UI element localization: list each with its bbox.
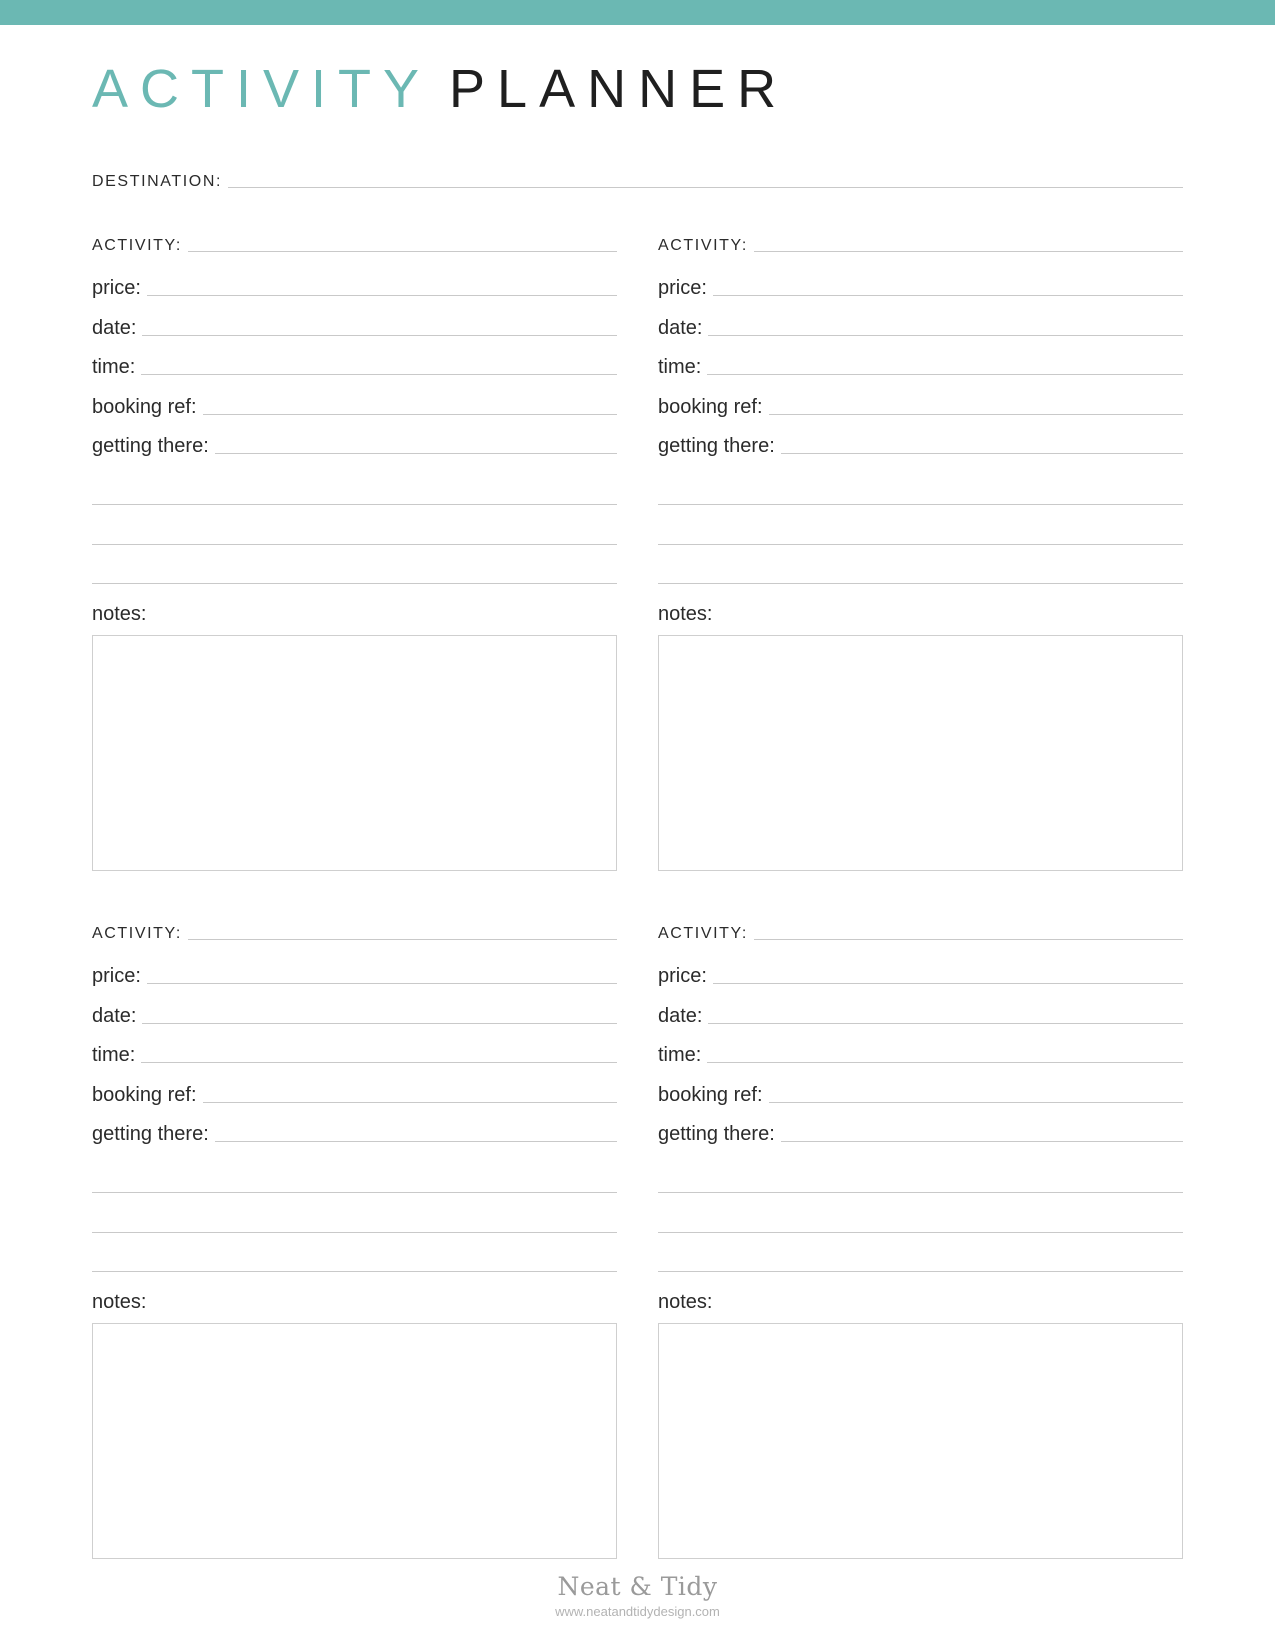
brand-url: www.neatandtidydesign.com: [555, 1604, 720, 1619]
booking-ref-row: [658, 1085, 1183, 1105]
getting-there-extra-line[interactable]: [658, 1232, 1183, 1233]
notes-label: notes:: [92, 1291, 147, 1313]
title-word-planner: PLANNER: [449, 59, 789, 119]
time-field[interactable]: [707, 1062, 1183, 1063]
booking-ref-row: [92, 397, 617, 417]
price-row: [92, 966, 617, 986]
getting-there-label: getting there:: [658, 1123, 775, 1145]
getting-there-field[interactable]: [781, 453, 1183, 454]
getting-there-row: [92, 1124, 617, 1144]
getting-there-extra-line[interactable]: [658, 544, 1183, 545]
getting-there-row: [92, 436, 617, 456]
notes-box[interactable]: [92, 635, 617, 871]
booking-ref-row: [92, 1085, 617, 1105]
price-row: [658, 278, 1183, 298]
activity-field[interactable]: [754, 251, 1183, 252]
price-label: price:: [658, 965, 707, 987]
getting-there-field[interactable]: [215, 1141, 617, 1142]
price-label: price:: [92, 965, 141, 987]
activity-row: [658, 238, 1183, 254]
date-row: [658, 318, 1183, 338]
price-field[interactable]: [147, 295, 617, 296]
getting-there-label: getting there:: [658, 435, 775, 457]
activity-label: ACTIVITY:: [658, 237, 748, 254]
notes-label: notes:: [92, 603, 147, 625]
activity-field[interactable]: [188, 251, 617, 252]
getting-there-extra-line[interactable]: [92, 583, 617, 584]
activity-row: [92, 238, 617, 254]
getting-there-extra-line[interactable]: [92, 544, 617, 545]
booking-ref-field[interactable]: [769, 1102, 1183, 1103]
date-label: date:: [92, 317, 137, 339]
date-field[interactable]: [142, 335, 617, 336]
time-row: [92, 1045, 617, 1065]
getting-there-row: [658, 436, 1183, 456]
date-label: date:: [658, 317, 703, 339]
booking-ref-label: booking ref:: [658, 396, 763, 418]
getting-there-label: getting there:: [92, 435, 209, 457]
activity-label: ACTIVITY:: [92, 237, 182, 254]
time-field[interactable]: [141, 374, 617, 375]
booking-ref-label: booking ref:: [92, 1084, 197, 1106]
activity-label: ACTIVITY:: [92, 925, 182, 942]
date-field[interactable]: [142, 1023, 617, 1024]
destination-row: [92, 174, 1183, 190]
time-label: time:: [92, 1044, 136, 1066]
getting-there-extra-line[interactable]: [92, 1271, 617, 1272]
time-field[interactable]: [707, 374, 1183, 375]
getting-there-extra-line[interactable]: [658, 583, 1183, 584]
booking-ref-label: booking ref:: [92, 396, 197, 418]
time-field[interactable]: [141, 1062, 617, 1063]
time-row: [92, 357, 617, 377]
date-label: date:: [658, 1005, 703, 1027]
getting-there-extra-line[interactable]: [92, 1192, 617, 1193]
getting-there-field[interactable]: [215, 453, 617, 454]
destination-label: DESTINATION:: [92, 173, 223, 190]
time-row: [658, 357, 1183, 377]
time-label: time:: [658, 356, 702, 378]
brand-logo: Neat & Tidy: [557, 1572, 718, 1601]
notes-label: notes:: [658, 1291, 713, 1313]
date-row: [92, 1006, 617, 1026]
getting-there-extra-line[interactable]: [92, 504, 617, 505]
top-accent-bar: [0, 0, 1275, 25]
getting-there-extra-line[interactable]: [658, 1271, 1183, 1272]
title-word-activity: ACTIVITY: [92, 59, 432, 119]
getting-there-extra-line[interactable]: [658, 504, 1183, 505]
booking-ref-label: booking ref:: [658, 1084, 763, 1106]
booking-ref-row: [658, 397, 1183, 417]
activity-field[interactable]: [188, 939, 617, 940]
getting-there-row: [658, 1124, 1183, 1144]
date-field[interactable]: [708, 335, 1183, 336]
activity-row: [92, 926, 617, 942]
price-field[interactable]: [147, 983, 617, 984]
time-label: time:: [92, 356, 136, 378]
date-field[interactable]: [708, 1023, 1183, 1024]
activity-field[interactable]: [754, 939, 1183, 940]
getting-there-label: getting there:: [92, 1123, 209, 1145]
time-row: [658, 1045, 1183, 1065]
price-label: price:: [658, 277, 707, 299]
notes-box[interactable]: [658, 1323, 1183, 1559]
date-row: [92, 318, 617, 338]
booking-ref-field[interactable]: [769, 414, 1183, 415]
price-row: [658, 966, 1183, 986]
activity-row: [658, 926, 1183, 942]
notes-box[interactable]: [92, 1323, 617, 1559]
price-field[interactable]: [713, 295, 1183, 296]
time-label: time:: [658, 1044, 702, 1066]
page-title: [92, 59, 789, 119]
activity-label: ACTIVITY:: [658, 925, 748, 942]
notes-label: notes:: [658, 603, 713, 625]
price-row: [92, 278, 617, 298]
date-label: date:: [92, 1005, 137, 1027]
getting-there-extra-line[interactable]: [92, 1232, 617, 1233]
destination-field[interactable]: [228, 187, 1183, 188]
getting-there-field[interactable]: [781, 1141, 1183, 1142]
notes-box[interactable]: [658, 635, 1183, 871]
price-field[interactable]: [713, 983, 1183, 984]
date-row: [658, 1006, 1183, 1026]
getting-there-extra-line[interactable]: [658, 1192, 1183, 1193]
booking-ref-field[interactable]: [203, 1102, 617, 1103]
price-label: price:: [92, 277, 141, 299]
booking-ref-field[interactable]: [203, 414, 617, 415]
